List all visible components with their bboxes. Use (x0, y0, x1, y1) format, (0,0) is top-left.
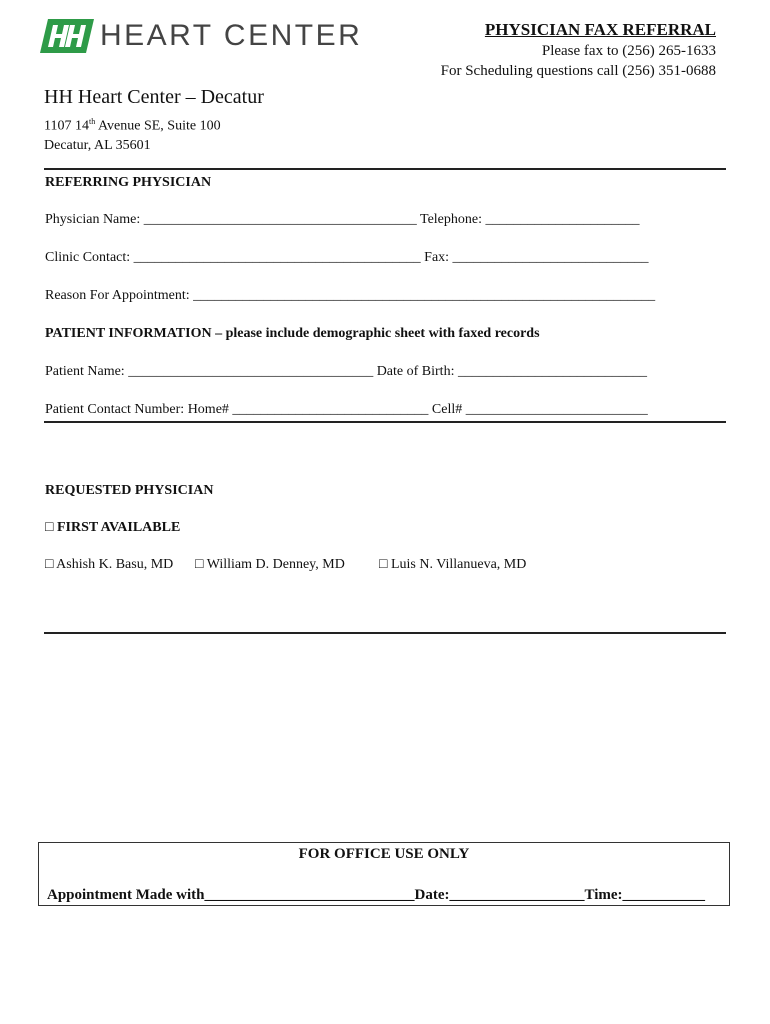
fax-header-block (441, 20, 716, 81)
street-name: Avenue SE, Suite 100 (95, 118, 221, 134)
ordinal-suffix: th (88, 117, 96, 126)
clinic-contact-field[interactable]: Clinic Contact: _________________________________________ Fax: ____________________________ (45, 250, 649, 265)
divider-requested (44, 632, 726, 634)
patient-contact-field[interactable]: Patient Contact Number: Home# ____________________________ Cell# __________________________ (45, 402, 648, 417)
office-use-box (38, 842, 730, 906)
physician-name-field[interactable]: Physician Name: _______________________________________ Telephone: ______________________ (45, 212, 640, 227)
physician-checkbox-denney[interactable]: □ William D. Denney, MD (195, 557, 345, 572)
referring-physician-heading: REFERRING PHYSICIAN (45, 175, 212, 190)
first-available-checkbox[interactable]: □ FIRST AVAILABLE (45, 520, 181, 535)
office-use-title: FOR OFFICE USE ONLY (298, 846, 470, 862)
divider-top (44, 168, 726, 170)
reason-field[interactable]: Reason For Appointment: __________________________________________________________________ (45, 288, 656, 303)
logo-wordmark: HEART CENTER (100, 19, 363, 52)
address-line-2: Decatur, AL 35601 (44, 137, 151, 153)
appointment-made-field[interactable]: Appointment Made with____________________________Date:__________________Time:___________ (47, 887, 706, 903)
physician-checkbox-villanueva[interactable]: □ Luis N. Villanueva, MD (379, 557, 527, 572)
patient-information-heading: PATIENT INFORMATION – please include demographic sheet with faxed records (45, 326, 540, 341)
divider-patient (44, 421, 726, 423)
street-number: 1107 14 (44, 118, 89, 134)
heart-center-logo (40, 18, 362, 54)
address-line-1 (44, 112, 221, 136)
physician-checkbox-basu[interactable]: □ Ashish K. Basu, MD (45, 557, 174, 572)
location-name: HH Heart Center – Decatur (44, 86, 264, 108)
scheduling-line: For Scheduling questions call (256) 351-0688 (440, 63, 716, 79)
requested-physician-heading: REQUESTED PHYSICIAN (45, 483, 214, 498)
location-address (44, 112, 221, 155)
form-title: PHYSICIAN FAX REFERRAL (484, 20, 716, 39)
patient-name-field[interactable]: Patient Name: ___________________________________ Date of Birth: ___________________________ (45, 364, 647, 379)
fax-number-line: Please fax to (256) 265-1633 (541, 43, 716, 59)
hh-monogram-icon (40, 19, 94, 53)
